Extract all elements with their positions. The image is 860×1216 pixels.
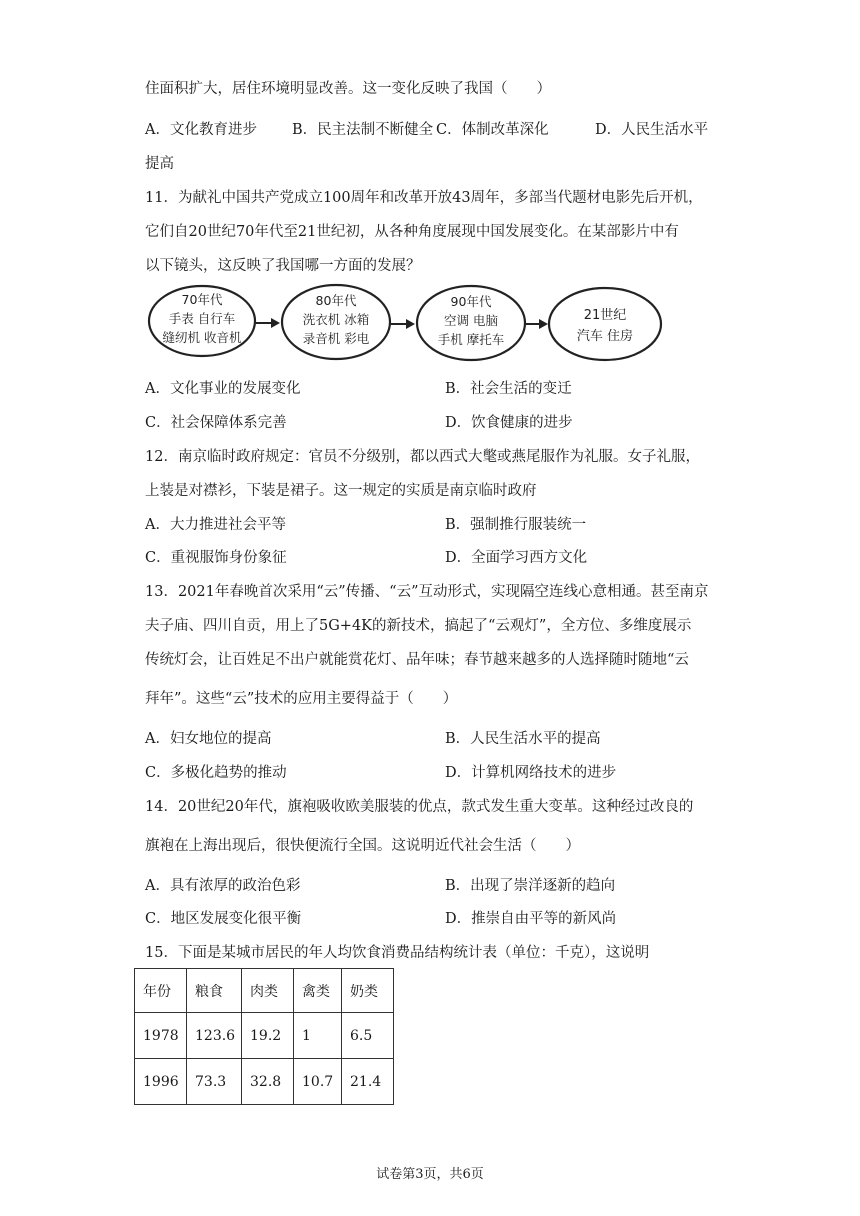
consumer-goods-evolution-diagram — [146, 278, 666, 364]
q14-option-c: C．地区发展变化很平衡 — [145, 911, 302, 927]
q10-option-c: C．体制改革深化 — [436, 122, 549, 138]
page-footer: 试卷第3页，共6页 — [376, 1167, 484, 1182]
table-cell: 1996 — [135, 1059, 187, 1105]
q15-stem: 15．下面是某城市居民的年人均饮食消费品结构统计表（单位：千克），这说明 — [145, 945, 650, 961]
table-cell: 1978 — [135, 1013, 187, 1059]
table-cell: 123.6 — [187, 1013, 242, 1059]
q12-option-a: A．大力推进社会平等 — [145, 517, 286, 533]
era-label-80s: 80年代 — [315, 293, 357, 308]
table-cell: 19.2 — [242, 1013, 294, 1059]
table-header-cell: 禽类 — [294, 969, 342, 1013]
table-cell: 21.4 — [342, 1059, 394, 1105]
q12-option-b: B．强制推行服装统一 — [445, 517, 587, 533]
q10-stem-tail: 住面积扩大，居住环境明显改善。这一变化反映了我国（ ） — [145, 81, 551, 97]
table-row — [135, 1013, 394, 1059]
table-cell: 10.7 — [294, 1059, 342, 1105]
table-header-cell: 肉类 — [242, 969, 294, 1013]
q14-stem-line-2: 旗袍在上海出现后，很快便流行全国。这说明近代社会生活（ ） — [145, 838, 580, 854]
q12-stem-line-2: 上装是对襟衫，下装是裙子。这一规定的实质是南京临时政府 — [145, 483, 537, 499]
q14-option-b: B．出现了崇洋逐新的趋向 — [445, 878, 616, 894]
table-cell: 6.5 — [342, 1013, 394, 1059]
era-label-70s: 70年代 — [181, 292, 223, 307]
q12-stem-line-1: 12．南京临时政府规定：官员不分级别，都以西式大氅或燕尾服作为礼服。女子礼服， — [145, 449, 700, 465]
era-items-70s-1: 手表 自行车 — [168, 311, 236, 326]
q13-option-a: A．妇女地位的提高 — [145, 731, 272, 747]
table-cell: 32.8 — [242, 1059, 294, 1105]
era-label-21st: 21世纪 — [583, 308, 627, 323]
q11-option-c: C．社会保障体系完善 — [145, 415, 287, 431]
q10-option-a: A．文化教育进步 — [145, 122, 257, 138]
table-header-cell: 奶类 — [342, 969, 394, 1013]
era-items-80s-1: 洗衣机 冰箱 — [302, 312, 370, 327]
q11-option-d: D．饮食健康的进步 — [445, 415, 573, 431]
q13-option-b: B．人民生活水平的提高 — [445, 731, 601, 747]
era-ellipse-21st — [549, 288, 661, 360]
q14-stem-line-1: 14．20世纪20年代，旗袍吸收欧美服装的优点，款式发生重大变革。这种经过改良的 — [145, 799, 694, 815]
era-label-90s: 90年代 — [450, 294, 492, 309]
table-cell: 1 — [294, 1013, 342, 1059]
q13-stem-line-4: 拜年”。这些“云”技术的应用主要得益于（ ） — [145, 691, 458, 707]
q12-option-c: C．重视服饰身份象征 — [145, 550, 287, 566]
q13-stem-line-3: 传统灯会，让百姓足不出户就能赏花灯、品年味；春节越来越多的人选择随时随地“云 — [145, 652, 689, 668]
era-items-90s-1: 空调 电脑 — [444, 313, 498, 328]
era-items-80s-2: 录音机 彩电 — [302, 331, 370, 346]
q10-option-b: B．民主法制不断健全 — [292, 122, 434, 138]
q14-option-a: A．具有浓厚的政治色彩 — [145, 878, 301, 894]
table-header-row — [135, 969, 394, 1013]
q13-option-d: D．计算机网络技术的进步 — [445, 765, 617, 781]
q11-stem-line-3: 以下镜头，这反映了我国哪一方面的发展？ — [145, 258, 421, 274]
era-items-70s-2: 缝纫机 收音机 — [162, 330, 242, 345]
table-header-cell: 年份 — [135, 969, 187, 1013]
era-items-21st-1: 汽车 住房 — [576, 329, 634, 344]
table-cell: 73.3 — [187, 1059, 242, 1105]
table-row — [135, 1059, 394, 1105]
q13-option-c: C．多极化趋势的推动 — [145, 765, 287, 781]
food-consumption-table — [134, 968, 394, 1105]
q11-option-a: A．文化事业的发展变化 — [145, 381, 301, 397]
q13-stem-line-1: 13．2021年春晚首次采用“云”传播、“云”互动形式，实现隔空连线心意相通。甚至南京 — [145, 584, 709, 600]
arrow-head-2 — [406, 319, 415, 329]
q10-option-d-wrap: 提高 — [145, 156, 174, 172]
arrow-head-1 — [271, 318, 280, 328]
q11-stem-line-1: 11．为献礼中国共产党成立100周年和改革开放43周年，多部当代题材电影先后开机， — [145, 190, 703, 206]
q10-option-d: D．人民生活水平 — [595, 122, 709, 138]
q11-option-b: B．社会生活的变迁 — [445, 381, 572, 397]
table-header-cell: 粮食 — [187, 969, 242, 1013]
arrow-head-3 — [539, 319, 548, 329]
q14-option-d: D．推崇自由平等的新风尚 — [445, 911, 617, 927]
q11-stem-line-2: 它们自20世纪70年代至21世纪初，从各种角度展现中国发展变化。在某部影片中有 — [145, 224, 679, 240]
q12-option-d: D．全面学习西方文化 — [445, 550, 588, 566]
q13-stem-line-2: 夫子庙、四川自贡，用上了5G+4K的新技术，搞起了“云观灯”，全方位、多维度展示 — [145, 618, 692, 634]
era-items-90s-2: 手机 摩托车 — [437, 332, 505, 347]
